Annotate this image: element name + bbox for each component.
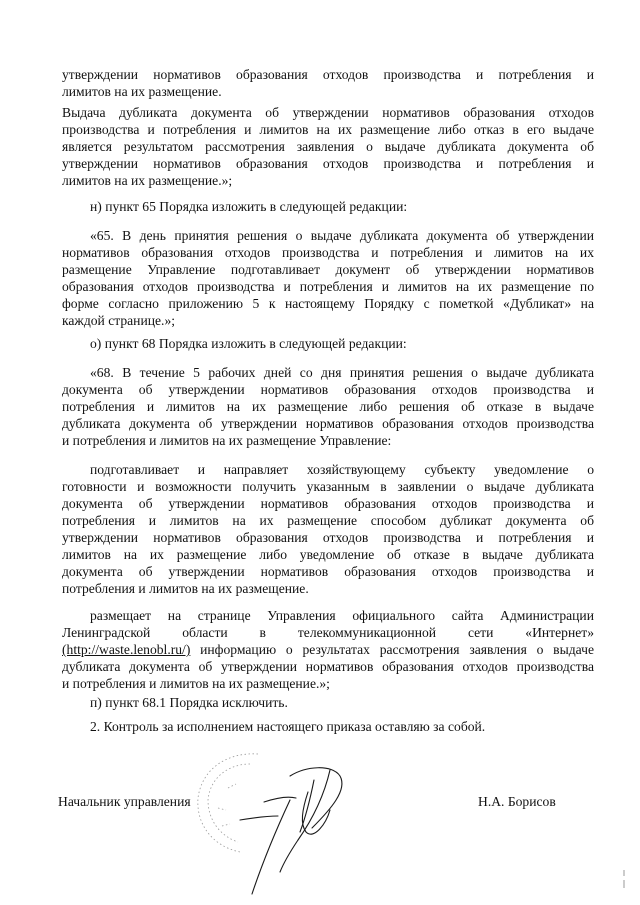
text-line: документа об утверждении нормативов образования отходов производства и [62,382,594,397]
handwritten-signature [180,740,380,900]
text-line: утверждении нормативов образования отходов производства и потребления и [62,156,594,171]
text-line: потребления и лимитов на их размещение. [62,581,309,596]
text-line: Ленинградской области в телекоммуникационной сети «Интернет» [62,625,594,640]
text-line: утверждении нормативов образования отходов производства и потребления и [62,67,594,82]
text-line: лимитов на их размещение.»; [62,173,233,188]
paragraph-publication [62,607,594,692]
text-line: готовности и возможности получить указанным в заявлении о выдаче дубликата [62,479,594,494]
signatory-name: Н.А. Борисов [478,794,556,809]
text-line: документа об утверждении нормативов образования отходов производства и [62,564,594,579]
paragraph-point-65 [62,227,594,329]
text-line: подготавливает и направляет хозяйствующему субъекту уведомление о [90,462,594,477]
paragraph-item-o: о) пункт 68 Порядка изложить в следующей редакции: [90,336,407,351]
paragraph-point-68 [62,364,594,449]
paragraph-intro [62,66,594,100]
text-line: и потребления и лимитов на их размещение.»; [62,676,330,691]
text-line: лимитов на их размещение либо уведомление об отказе в выдаче дубликата [62,547,594,562]
text-line: утверждении нормативов образования отходов производства и потребления и [62,530,594,545]
text-line: лимитов на их размещение. [62,84,222,99]
text-line [62,641,594,658]
text-line: размещение Управление подготавливает документ об утверждении нормативов [62,262,594,277]
scan-mark [622,870,626,888]
text-line: каждой странице.»; [62,313,176,328]
text-line: «65. В день принятия решения о выдаче дубликата документа об утверждении [90,228,594,243]
paragraph-notification [62,461,594,597]
text-line: размещает на странице Управления официального сайта Администрации [90,608,594,623]
text-line: образования отходов производства и потребления и лимитов на их размещение по [62,279,594,294]
paragraph-item-p: п) пункт 68.1 Порядка исключить. [90,695,288,710]
waste-site-link[interactable]: (http://waste.lenobl.ru/) [62,642,191,657]
paragraph-control: 2. Контроль за исполнением настоящего приказа оставляю за собой. [90,719,486,734]
text-line: дубликата документа об утверждении нормативов образования отходов производства [62,659,594,674]
text-line: потребления и лимитов на их размещение либо решения об отказе в выдаче [62,399,594,414]
text-line: потребления и лимитов на их размещение способом дубликат документа об [62,513,594,528]
text-line: документа об утверждении нормативов образования отходов производства и [62,496,594,511]
text-line: является результатом рассмотрения заявления о выдаче дубликата документа об [62,139,594,154]
text-line: и потребления и лимитов на их размещение Управление: [62,433,392,448]
text-line: Выдача дубликата документа об утверждении нормативов образования отходов [62,105,594,120]
signatory-position: Начальник управления [58,794,191,809]
text-fragment: информацию о результатах рассмотрения заявления о выдаче [190,642,594,657]
text-line: нормативов образования отходов производства и потребления и лимитов на их [62,245,594,260]
text-line: форме согласно приложению 5 к настоящему Порядку с пометкой «Дубликат» на [62,296,594,311]
paragraph-item-n: н) пункт 65 Порядка изложить в следующей редакции: [90,199,408,214]
text-line: дубликата документа об утверждении нормативов образования отходов производства [62,416,594,431]
paragraph-duplicate-result [62,104,594,189]
text-line: производства и потребления и лимитов на их размещение либо отказ в его выдаче [62,122,594,137]
text-line: «68. В течение 5 рабочих дней со дня принятия решения о выдаче дубликата [90,365,594,380]
